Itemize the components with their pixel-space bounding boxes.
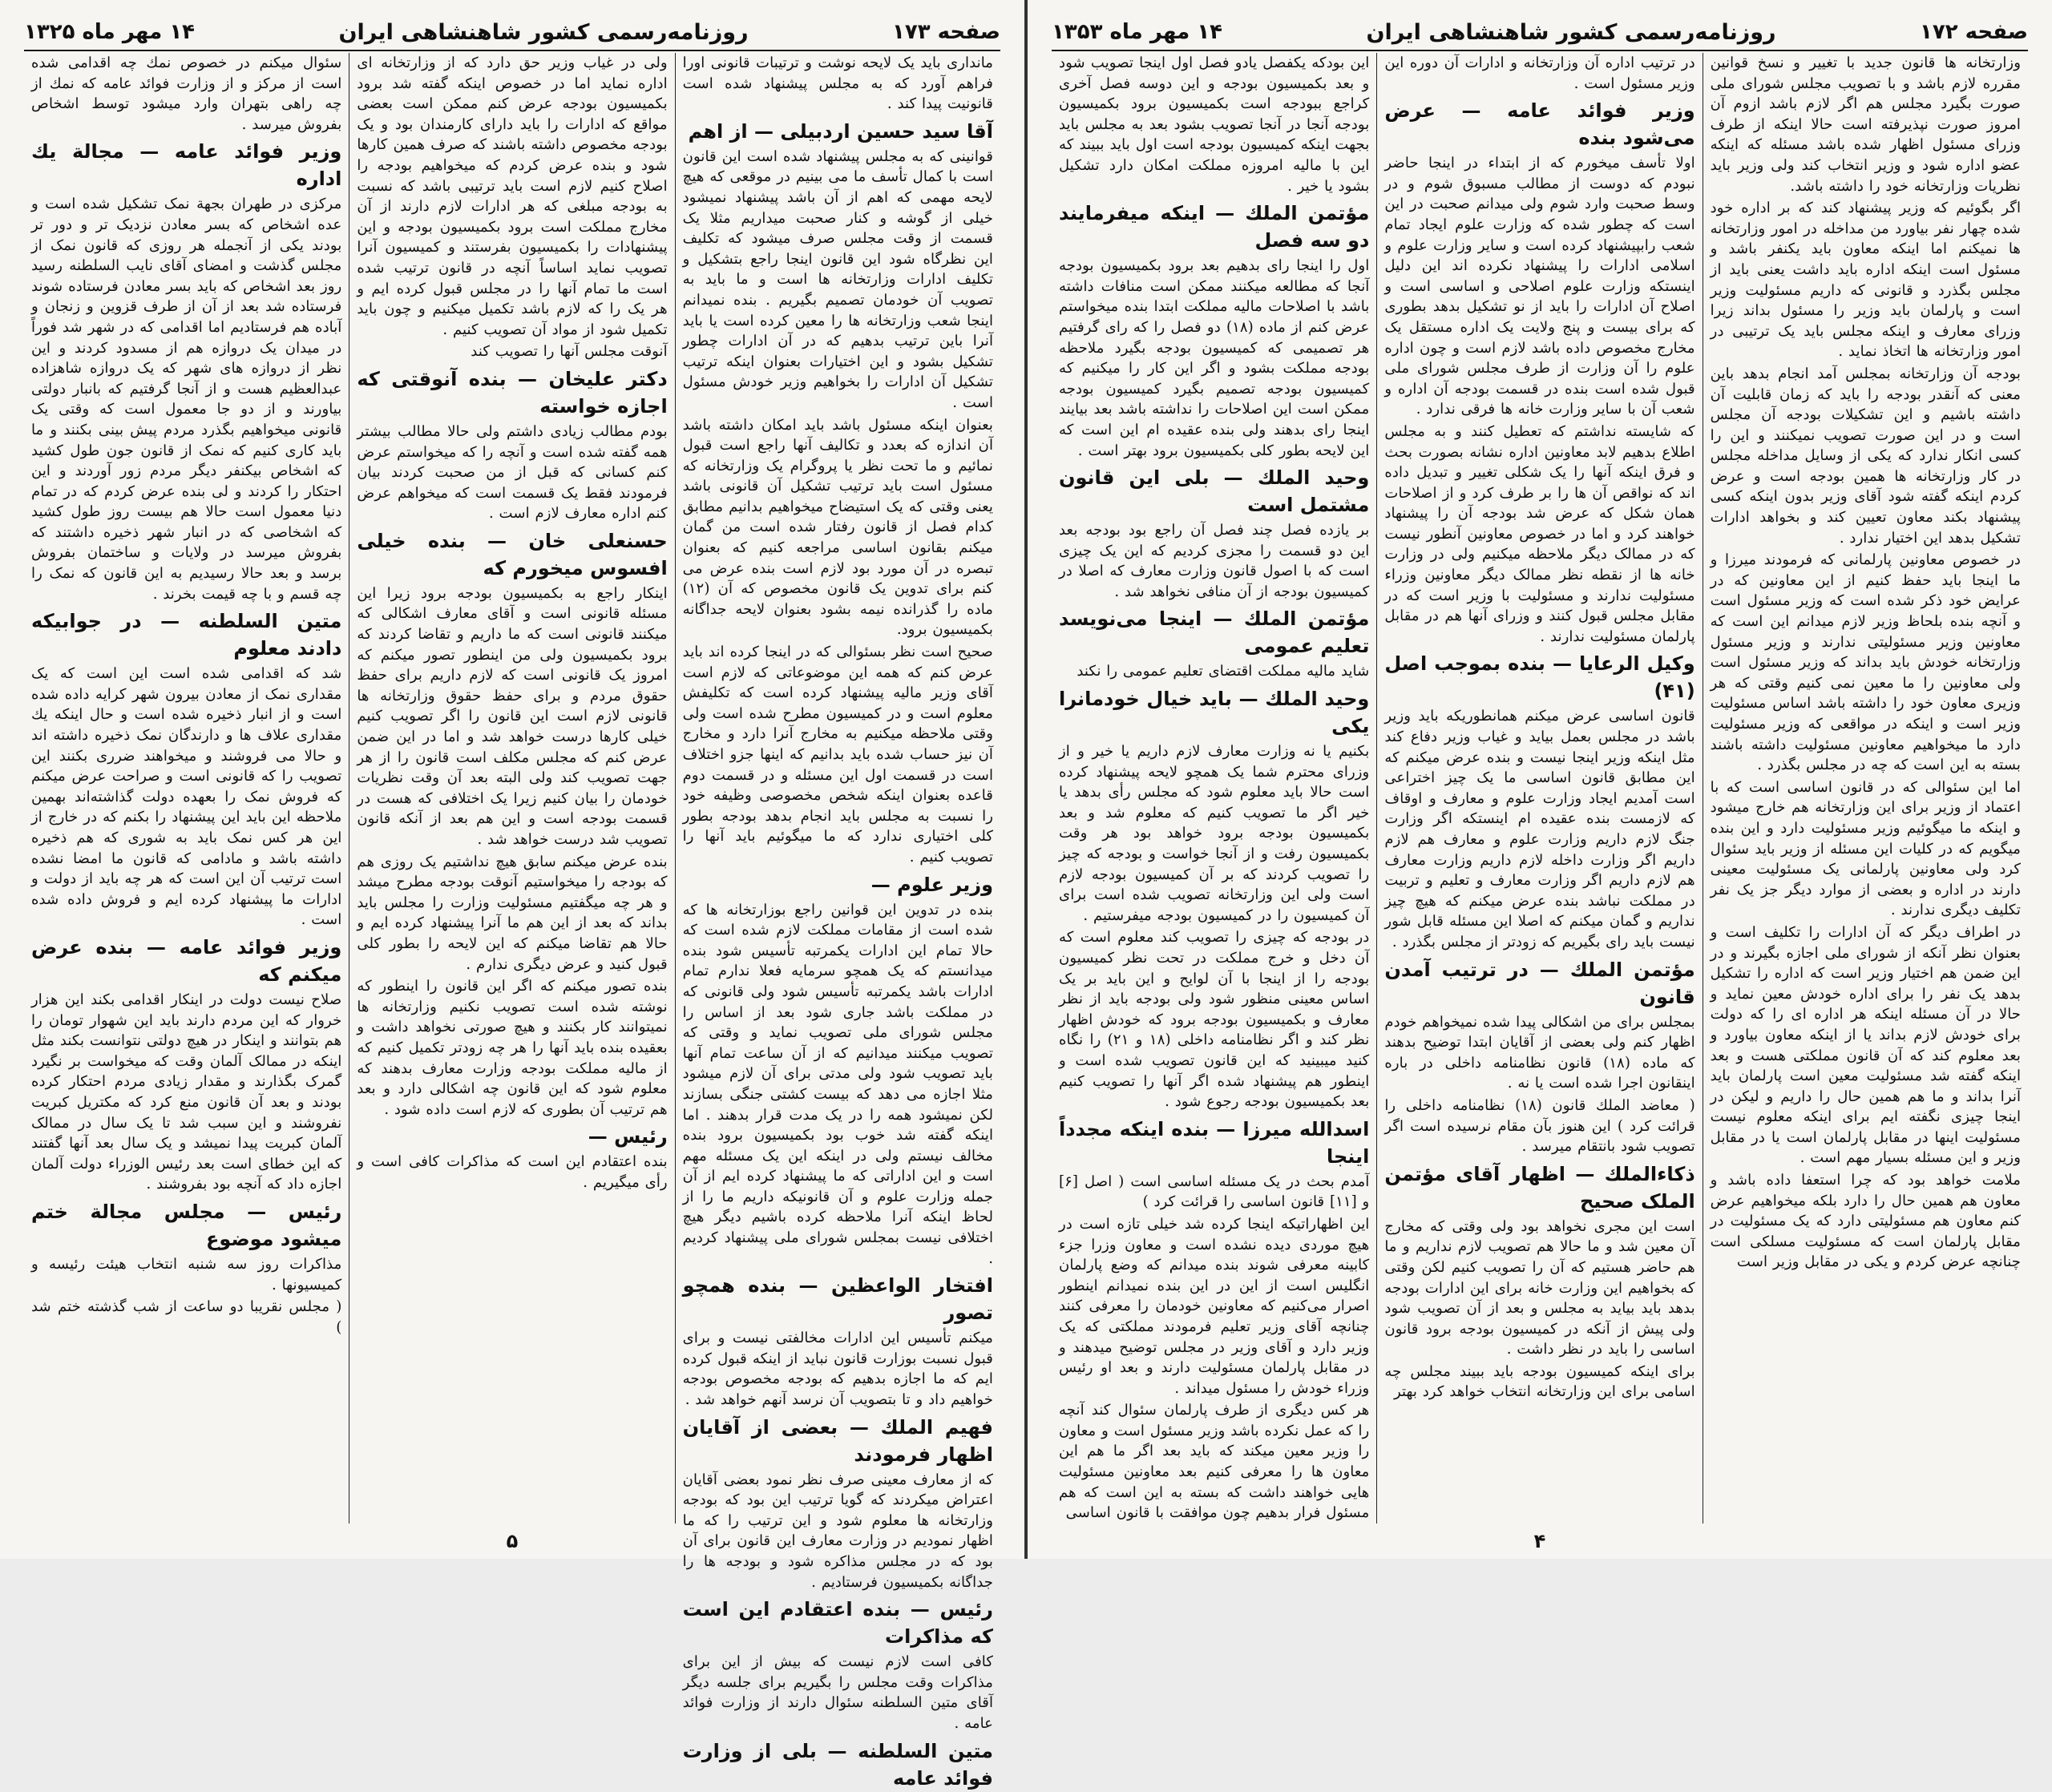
left-page-header [24, 14, 1000, 51]
right-page-number-label: صفحه ۱۷۲ [1919, 20, 2028, 44]
left-page-column-1 [675, 53, 1000, 1790]
article-paragraph: میکنم تأسیس این ادارات مخالفتی نیست و برای قبول نسبت بوزارت قانون نباید از اینکه قبول کرده ایم که ما اجازه بدهیم که بودجه مخصوص بودجه خواهیم داد و تا بتصویب آن نرسد آنهم خواهد شد . [682, 1330, 993, 1409]
article-paragraph: اولا تأسف میخورم که از ابتداء در اینجا حاضر نبودم که دوست از مطالب مسبوق شوم و در وسط صحبت وارد شوم ولی میدانم صحبت در این است که چطور شده که وزارت علوم ایجاد تمام شعب رابپیشنهاد کرده است و سایر وزارت علوم و اسلامی ادارات را پیشنهاد نکرده اند این دلیل اینستکه وزارت علوم اصلاحی و اساسی است و اصلاح آن ادارات را باید از نو تشکیل بدهد بطوری که برای بیست و پنج ولایت یک اداره مستقل یک مخارج مخصوص داده باشد لازم است و چون اداره علوم را آن وزارت از طرف مجلس شورای ملی قبول شده است بنده در قسمت بودجه آن اداره و شعب آن با سایر وزارت خانه ها فرقی ندارد . [1384, 155, 1695, 418]
session-closing-note: ( مجلس نقریبا دو ساعت از شب گذشته ختم شد ) [31, 1298, 342, 1336]
speaker-heading: وزیر علوم — [870, 873, 993, 896]
article-paragraph: ملامت خواهد بود که چرا استعفا داده باشد و معاون هم همین حال را دارد بلکه میخواهیم عرض کنم معاون هم مسئولیتی دارد که یک مسئولیت در مقابل پارلمان است که مسئولیت مسلکی است چنانچه عرض کردم و یکی در مقابل وزیر است [1710, 1172, 2021, 1271]
speaker-heading: وزیر فوائد عامه — عرض می‌شود بنده [1384, 99, 1695, 150]
right-page-column-3 [1052, 53, 1376, 1524]
article-paragraph: این اظهاراتیکه اینجا کرده شد خیلی تازه است در هیچ موردی دیده نشده است و معاون وزرا جزء کابینه معرفی شوند بنده میدانم که وضع پارلمان انگلیس است از این در این بنده نمیدانم اینطور اصرار می‌کنیم که معاونین خودمان را معرفی کنند چنانچه آقای وزیر تعلیم فرمودند مملکتی که یک وزیر دارد و آقای وزیر در مجلس توضیح میدهند و در مقابل پارلمان مسئولیت دارند و بعد او رئیس وزراء خودش را مسئول میداند . [1059, 1215, 1370, 1397]
article-paragraph: ولی در غیاب وزیر حق دارد که از وزارتخانه ای اداره نماید اما در خصوص اینکه گفته شد برود بکمیسیون بودجه عرض کنم ممکن است بعضی مواقع که ادارات را باید دارای کارمندان بود و یک بودجه مخصوص داشته باشند که صرف همین کارها شود و بنده عرض کردم که میخواهیم بودجه را اصلاح کنیم لازم است باید ترتیبی باشد که نسبت به بودجه مبلغی که هر ادارات لازم دارند از آن مخارج مملکت است برود بکمیسیون بودجه و این پیشنهادات را بکمیسیون بفرستند و کمیسیون آنرا تصویب نماید اساساً آنچه در قانون ترتیب شده است ما تمام آنها را در مجلس قبول کرده ایم و هر یک را که لازم باشد تکمیل میکنیم و چون باید تکمیل شود از مواد آن تصویب کنیم . [357, 54, 668, 338]
article-paragraph: مذاکرات روز سه شنبه انتخاب هیئت رئیسه و کمیسیونها . [31, 1255, 342, 1294]
article-paragraph: صلاح نیست دولت در اینکار اقدامی بکند این هزار خروار که این مردم دارند باید این شهوار تومان را هم بتوانند و اینکار در هیچ دولتی نتوانست بکند مثل اینکه در ممالک آلمان وقت که میخواست بر نگیرد گمرک بگذارند و مقدار زیادی مردم احتکار کرده بودند و بعد آن قانون منع کرد که مکتریل کبریت نفروشند و این سبب شد تا یک سال در ممالک آلمان کبریت پیدا نمیشد و یک سال بعد آنها گفتند که این خطای است بعد رئیس الوزراء دولت آلمان اجازه داد که آنچه بود بفروشند . [31, 991, 342, 1193]
article-paragraph: بنده اعتقادم این است که مذاکرات کافی است و رأی میگیریم . [357, 1153, 668, 1191]
article-paragraph: در خصوص معاونین پارلمانی که فرمودند میرزا و ما اینجا باید حفظ کنیم از این معاونین که در عرایض خود ذکر شده است که وزیر مسئول است و آنچه بنده بلحاظ وزیر لازم میدانم این است که معاونین وزیر مسئولیتی ندارند و وزیر مسئول وزارتخانه خودش باید بداند که وزیر مسئول است ولی معاونین را ما معین نمی کنیم وقتی که هر وزیری معاون خود را داشته باشد اساس مسئولیت وزیر است و اینکه در مواقعی که وزیر مسئولیت دارد ما میخواهیم معاونین مسئولیت داشته باشند بسته به این است که چه در مجلس بگذرد . [1710, 551, 2021, 774]
speaker-heading: مؤتمن الملك — در ترتیب آمدن قانون [1384, 958, 1695, 1008]
left-page-footer-number: ۵ [506, 1530, 519, 1552]
article-paragraph: سئوال میکنم در خصوص نمك چه اقدامی شده است از مرکز و از وزارت فوائد عامه که نمك از چه راهی بتهران وارد میشود توسط اشخاص بفروش میرسد . [31, 54, 342, 133]
left-page-newspaper-title: روزنامه‌رسمی کشور شاهنشاهی ایران [338, 19, 749, 45]
article-paragraph: بودجه آن وزارتخانه بمجلس آمد انجام بدهد باین معنی که آنقدر بودجه را باید که زمان قابلیت آن داشته باشیم و این تشکیلات بودجه آن مجلس است و در این صورت تصویب نمیکنند و این را کسی انکار ندارد که یکی از وسایل مداخله مجلس در کار وزارتخانه ها همین بودجه است و عرض کردم اینکه گفته شود آقای وزیر بدون اینکه کسی پیشنهاد بکند معاون تعیین کند و بخواهد ادارات تشکیل بدهد این اختیار ندارد . [1710, 365, 2021, 547]
right-page-newspaper-title: روزنامه‌رسمی کشور شاهنشاهی ایران [1366, 19, 1776, 45]
article-paragraph: آمدم بحث در یک مسئله اساسی است ( اصل [۶] و [۱۱] قانون اساسی را قرائت کرد ) [1059, 1172, 1370, 1211]
speaker-heading: افتخار الواعظین — بنده همچو تصور [682, 1274, 993, 1325]
speaker-heading: وزیر فوائد عامه — مجالة یك اداره [31, 140, 342, 191]
article-paragraph: بودم مطالب زیادی داشتم ولی حالا مطالب بیشتر همه گفته شده است و آنچه را که میخواستم عرض کنم کسانی که قبل از من صحبت کردند بیان فرمودند فقط یک قسمت است که میخواهم عرض کنم اداره معارف لازم است . [357, 422, 668, 523]
article-paragraph: در ترتیب اداره آن وزارتخانه و ادارات آن دوره این وزیر مسئول است . [1384, 54, 1695, 92]
article-paragraph: است این مجری نخواهد بود ولی وقتی که مخارج آن معین شد و ما حالا هم تصویب لازم نداریم و ما هم حاضر هستیم که آن را تصویب کنیم لکن وقتی که بخواهیم این وزارت خانه برای این ادارات بودجه بدهد باید بیاید به مجلس و بعد از آن تصویب شود ولی پیش از آنکه در کمیسیون بودجه برود قانون اساسی را باید در نظر داشت . [1384, 1217, 1695, 1358]
article-paragraph: هر کس دیگری از طرف پارلمان سئوال کند آنچه را که عمل نکرده باشد وزیر مسئول است و معاون را وزیر معین میکند که باید بعد اگر ما هم این معاون ها را معرفی کنیم بعد معاونین مسئولیت هایی خواهند داشت که بسته به این است که هم مسئول فرار بدهیم چون موافقت با قانون اساسی [1059, 1402, 1370, 1522]
article-paragraph: بکنیم یا نه وزارت معارف لازم داریم یا خیر و از وزرای محترم شما یک همچو لایحه پیشنهاد کرده است حالا باید معلوم شود که مجلس رأی بدهد یا خیر اگر ما تصویب کنیم که معلوم شد و بعد بکمیسیون بودجه برود خواهد بود هر وقت بکمیسیون رفت و از آنجا خواست و بودجه که چیز را تصویب کردند که بر آن کمیسیون بودجه لازم است ولی این وزارتخانه تصویب شده است برای آن کمیسیون را در کمیسیون بودجه میفرستیم . [1059, 743, 1370, 924]
left-page-date: ۱۴ مهر ماه ۱۳۲۵ [24, 20, 196, 44]
right-page-column-1 [1703, 53, 2028, 1524]
article-paragraph: ( معاضد الملك قانون (۱۸) نظامنامه داخلی را قرائت کرد ) این هنوز بآن مقام نرسیده است اگر تصویب شود بانتقام میرسد . [1384, 1096, 1695, 1156]
speaker-heading: دکتر علیخان — بنده آنوقتی که اجازه خواسته [357, 367, 668, 418]
article-paragraph: بمجلس برای من اشکالی پیدا شده نمیخواهم خودم اظهار کنم ولی بعضی از آقایان ابتدا توضیح بدهند که ماده (۱۸) قانون نظامنامه داخلی در باره اینقانون اجرا شده است یا نه . [1384, 1013, 1695, 1092]
article-paragraph: قوانینی که به مجلس پیشنهاد شده است این قانون است با کمال تأسف ما می بینیم در موقعی که هیچ لایحه مهمی که اهم از آن باشد پیشنهاد نمیشود خیلی از گوشه و کنار صحبت میداریم مثلا یک قسمت از وقت مجلس صرف میشود که تکلیف این نظرگاه شود این قانون اینجا راجع بتشکیل و تکلیف ادارات وزارتخانه ها است و ما باید به تصویب آن خودمان تصمیم بگیریم . بنده نمیدانم اینجا شعب وزارتخانه ها را معین کرده است یا باید آنرا باین ترتیب بدهیم که در آن ادارات چطور تشکیل بشود و این اختیارات بعنوان اینکه ترتیب تشکیل آن ادارات را بخواهیم وزیر خودش مسئول است . [682, 147, 993, 411]
left-page-column-2 [349, 53, 674, 1524]
article-paragraph: شاید مالیه مملکت اقتضای تعلیم عمومی را نکند [1076, 663, 1370, 680]
article-paragraph: اگر بگوئیم که وزیر پیشنهاد کند که بر اداره خود شده چهار نفر بیاورد من مداخله در امور وزارتخانه ها نمیکنم اما اینکه معاون باید یکنفر باشد و مسئول است اینکه اداره باید داشت یعنی باید از مجلس بگذرد و قانونی که داریم مسئولیت وزیر است و پارلمان باید وزیر را مسئول بداند زیرا وزرای معارف و اینکه مجلس باید یک ترتیبی در امور وزارتخانه ها اتخاذ نماید . [1710, 200, 2021, 361]
article-paragraph: که از معارف معینی صرف نظر نمود بعضی آقایان اعتراض میکردند که گویا ترتیب این بود که بودجه وزارتخانه ها معلوم شود و این ترتیب را که ما اظهار نمودیم در وزارت معارف این قانون برای آن بود که در مجلس مذاکره شود و بودجه ها را جداگانه بکمیسیون فرستادیم . [682, 1471, 993, 1591]
article-paragraph: قانون اساسی عرض میکنم همانطوریکه باید وزیر باشد در مجلس بعمل بیاید و غیاب وزیر دفاع کند مثل اینکه وزیر اینجا نیست و بنده عرض میکنم که این مطابق قانون اساسی ما یک چیز اختراعی است آمدیم ایجاد وزارت علوم و معارف و اوقاف که لازمست بنده عقیده ام اینستکه اگر وزارت جنگ لازم داریم وزارت علوم و معارف هم لازم داریم اگر وزارت داخله لازم داریم وزارت معارف هم لازم داریم اگر وزارت معارف و تعلیم و تربیت در مملکت نباشد بنده عرض میکنم که هیچ چیز نداریم و گمان میکنم که اصلا این مسئله قابل شور نیست باید رای بگیریم که زودتر از مجلس بگذرد . [1384, 708, 1695, 950]
article-paragraph: بنده عرض میکنم سابق هیچ نداشتیم یک روزی هم که بودجه را میخواستیم آنوقت بودجه مطرح میشد و هر چه میگفتیم مسئولیت وزارت را مجلس باید بداند که بعد از این هم ما آنرا پیشنهاد کرده ایم و حالا هم تقاضا میکنم که این لایحه را بطور کلی قبول کنید و عرض دیگری ندارم . [357, 853, 668, 973]
right-page-header [1052, 14, 2028, 51]
speaker-heading: حسنعلی خان — بنده خیلی افسوس میخورم که [357, 529, 668, 579]
speaker-heading: وحید الملك — بلی این قانون مشتمل است [1059, 466, 1370, 517]
left-page-columns [24, 53, 1000, 1790]
speaker-heading: وحید الملك — باید خیال خودمانرا یکی [1059, 688, 1370, 738]
speaker-heading: رئیس — مجلس مجالة ختم میشود موضوع [31, 1200, 342, 1250]
article-paragraph: بنده تصور میکنم که اگر این قانون را اینطور که نوشته شده است تصویب نکنیم وزارتخانه ها نمیتوانند کار بکنند و هیچ صورتی نخواهد داشت و بعقیده بنده باید آنها را هر چه زودتر تکمیل کنیم که از مالیه مملکت بودجه وزارت معارف بدهند که معلوم شود که این قانون چه اشکالی دارد و بعد هم ترتیب آن بطوری که لازم است داده شود . [357, 978, 668, 1118]
speaker-heading: مؤتمن الملك — اینجا می‌نویسد تعلیم عمومی [1059, 607, 1370, 658]
article-paragraph: این بودکه یکفصل یادو فصل اول اینجا تصویب شود و بعد بکمیسیون بودجه و این دوسه فصل آخری کراجع ببودجه است بکمیسیون برود بکمیسیون بودجه آنجا در آنجا تصویب بشود بعد به مجلس باید بجهت اینکه کمیسیون بودجه است اول باید ببیند که این با مالیه امروزه مملکت امکان دارد تشکیل بشود یا خیر . [1059, 54, 1370, 195]
right-page-footer-number: ۴ [1533, 1530, 1546, 1552]
article-paragraph: اما این سئوالی که در قانون اساسی است که با اعتماد از وزیر برای این وزارتخانه هم خارج میشود و اینکه ما میگوئیم وزیر مسئولیت دارد و این بنده میگویم که در کلیات این مسئله از وزیر باید سئوال کرد ولی معاونین پارلمانی یک مسئولیت معینی دارند در اداره و بعضی از موارد دیگر جز یک نفر تکلیف دیگری ندارند . [1710, 778, 2021, 919]
speaker-heading: وزیر فوائد عامه — بنده عرض میکنم که [31, 935, 342, 986]
right-page-date: ۱۴ مهر ماه ۱۳۵۳ [1052, 20, 1223, 44]
article-paragraph: بنده در تدوین این قوانین راجع بوزارتخانه ها که شده است از مقامات مملکت لازم شده است که حالا تمام این ادارات یکمرتبه تأسیس شود بنده میدانستم که یک همچو سرمایه فعلا ندارم تمام ادارات باشد یکمرتبه تأسیس شود ولی قانونی که در مملکت باشد جاری شود بعد از اساس را مجلس شورای ملی تصویب نماید و وقتی که تصویب میکنند میدانیم که از آن ساعت تمام آنها باید تصویب شود ولی مدتی برای آن لازم میشود مثلا اجازه می دهد که بیست کشتی جنگی بسازند لکن نمیشود همه را در یک مدت قرار بدهند . اما اینکه گفته شد خوب بود بکمیسیون برود بنده مخالف نیستم ولی در اینکه این یک مسئله مهم است و این اداراتی که ما پیشنهاد کرده ایم از آن جمله وزارت علوم و آن قانونیکه داریم ما را از لحاظ اینکه آنرا ملاحظه کرده باشیم دیگر هیچ اختلافی نیست بمجلس شورای ملی پیشنهاد کردیم . [682, 901, 993, 1267]
article-paragraph: در بودجه که چیزی را تصویب کند معلوم است که آن دخل و خرج مملکت در تحت نظر کمیسیون بودجه را از اینجا با آن لوایح و این باید بر یک اساس معینی منظور شود ولی بودجه باید از نظر معارف و بکمیسیون بودجه برود که خودش اظهار نظر کند و اگر نظامنامه داخلی (۱۸ و ۲۱) را نگاه کنید میبینید که این قانون تصویب شده است و اینطور هم پیشنهاد شده اگر آنها را تصویب کنیم بعد بکمیسیون بودجه رجوع شود . [1059, 929, 1370, 1111]
speaker-heading: فهیم الملك — بعضی از آقایان اظهار فرمودند [682, 1415, 993, 1466]
speaker-heading: متین السلطنه — بلی از وزارت فوائد عامه [682, 1739, 993, 1790]
article-paragraph: مرکزی در طهران بجهة نمک تشکیل شده است و عده اشخاص که بسر معادن نزدیک تر و دور تر بودند یکی از آنجمله هر روزی که قانون نمک از مجلس گذشت و امضای آقای نایب السلطنه رسید روز بعد اشخاص که باید بسر معادن فرستاده شوند فرستاده شد بعد از آن از طرف قزوین و زنجان و آباده هم فرستادیم اما اقدامی که در شهر شد فوراً در میدان یک دروازه هم از مسدود کردند و این نظر از دروازه های شهر که یک دروازه شاهزاده عبدالعظیم هست و از آنجا گرفتیم که بانبار دولتی بیاورند و از دو جا معمول است که وقتی یک قانونی میخواهیم بگذرد مردم پیش بینی بکنند و ما باید کاری کنیم که نمک از قانون جون طول کشید که اشخاص بیکنفر دیگر مردم زور آوردند و این احتکار را کردند و لی بنده عرض کردم که در تمام دنیا معمول است حالا هم بیست روز طول کشید که اشخاصی که در انبار شهر ذخیره داشتند که بفروش میرسد در ولایات و ساختمان بفروش برسد و بعد حالا رسیدیم به این قانون که نمک را چه قسم و با چه قیمت بخرند . [31, 196, 342, 603]
article-paragraph: وزارتخانه ها قانون جدید با تغییر و نسخ قوانین مقرره لازم باشد و با تصویب مجلس شورای ملی صورت بگیرد مجلس هم اگر لازم باشد ازوم آن امروز صورت نپذیرفته است حالا اینکه از طرف وزرای مسئول اظهار شده باشد مسئله که اینکه عضو اداره شود و وزیر انتخاب کند ولی وزیر باید نظریات وزارتخانه خود را داشته باشد. [1710, 54, 2021, 195]
speaker-heading: مؤتمن الملك — اینکه میفرمایند دو سه فصل [1059, 202, 1370, 252]
left-page-number-label: صفحه ۱۷۳ [891, 20, 1000, 44]
speaker-heading: متین السلطنه — در جوابیکه دادند معلوم [31, 610, 342, 660]
right-page-column-2 [1376, 53, 1702, 1524]
speaker-heading: رئیس — [588, 1125, 668, 1148]
article-paragraph: آنوقت مجلس آنها را تصویب کند [471, 343, 668, 361]
speaker-heading: رئیس — بنده اعتقادم این است که مذاکرات [682, 1598, 993, 1649]
left-page-column-3 [24, 53, 349, 1524]
article-paragraph: شد که اقدامی شده است این است که یک مقداری نمک از معادن بیرون شهر کرایه داده شده است و از انبار ذخیره شده است و حال اینکه یك مقداری علاف ها و دارندگان نمک ذخیره داشته اند و حالا می فروشند و میخواهند ضرری بکنند این تصویب را که قانونی است و صراحت عرض میکنم که فروش نمک را بعهده دولت گذاشته‌اند بهمین ملاحظه این باید این پیشنهاد را بکنم که در خارج از این هر کس نمک باید به شوری که هم ذخیره داشته باشد و مادامی که قانون ما امضا نشده است ترتیب آن این است که هر چه باید از دولت و ادارات ما پیشنهاد کرده ایم و فروش داده شده است . [31, 665, 342, 929]
article-paragraph: بعنوان اینکه مسئول باشد باید امکان داشته باشد آن اندازه که بعدد و تکالیف آنها راجع است قبول نمائیم و ما تحت نظر یا پروگرام یک وزارتخانه که مسئول است باید ترتیب تشکیل آن قانونی باشد یعنی وقتی که یک استیضاح میخواهیم بدانیم مطابق کدام فصل از قانون رفتار شده است من گمان میکنم بقانون اساسی مراجعه کنیم که بعنوان تبصره در آن مورد بود لازم است بنده عرض می کنم برای تدوین یک قانون مخصوص که آن (۱۲) ماده را گذرانده نیمه بشود بعنوان لایحه جداگانه بکمیسیون برود. [682, 416, 993, 639]
article-paragraph: در اطراف دیگر که آن ادارات را تکلیف است و بعنوان نظر آنکه از شورای ملی اجازه بگیرند و در این ضمن هم اختیار وزیر است که اداره را تشکیل بدهد یک نفر را برای اداره خودش معین نماید و حالا در آن مسئله اینکه هر اداره ای را که دولت برای خودش لازم بداند یا از اینکه معاون بیاورد و بعد معلوم کند که آن قانون مملکتی هست و بعد اینکه گفته شد مسئولیت معین است پارلمان باید آنرا بداند و ما هم همین حال را داریم و لیکن در اینجا چیزی نگفته ایم برای اینکه معلوم نیست مسئولیت اینها در مقابل پارلمان است یا در مقابل وزیر و این مسئله بسیار مهم است . [1710, 923, 2021, 1167]
article-paragraph: کافی است لازم نیست که بیش از این برای مذاکرات وقت مجلس را بگیریم برای جلسه دیگر آقای متین السلطنه سئوال دارند از وزارت فوائد عامه . [682, 1653, 993, 1732]
speaker-heading: اسدالله میرزا — بنده اینکه مجدداً اینجا [1059, 1117, 1370, 1168]
article-paragraph: اول را اینجا رای بدهیم بعد برود بکمیسیون بودجه آنجا که مطالعه میکنند ممکن است منافات داشته باشد با اصلاحات مالیه مملکت ابتدا بنده میخواستم عرض کنم از ماده (۱۸) دو فصل را که رای گرفتیم هر تصمیمی که کمیسیون بودجه بگیرد ملاحظه بودجه مملکت بشود و اگر این کار را میکنیم که کمیسیون بودجه تصمیم بگیرد کمیسیون بودجه ممکن است این اصلاحات را نداشته باشد بعد بیایند اینجا رای بدهند ولی بنده عقیده ام این است که این لایحه بطور کلی بکمیسیون برود بهتر است . [1059, 257, 1370, 459]
left-page [0, 0, 1024, 1790]
article-paragraph: صحیح است نظر بسئوالی که در اینجا کرده اند باید عرض کنم که همه این موضوعاتی که لازم است آقای وزیر مالیه پیشنهاد کرده است که تکلیفش معلوم است و در کمیسیون مطرح شده است ولی وقتی ملاحظه میکنیم به مخارج آنرا دارد و مخارج آن نیز حساب شده باید بدانیم که اینها جزو اختلاف است در قسمت اول این مسئله و در قسمت دوم قاعده بعنوان اینکه شخص مخصوصی وظیفه خود را نسبت به مجلس باید انجام بدهد بودجه بطور کلی اختیاری ندارد که ما میگوئیم باید آنها را تصویب کنیم . [682, 644, 993, 866]
speaker-heading: آقا سید حسین اردبیلی — از اهم [688, 119, 993, 143]
right-page-columns [1052, 53, 2028, 1524]
speaker-heading: ذکاءالملك — اظهار آقای مؤتمن الملک صحیح [1384, 1162, 1695, 1213]
right-page [1028, 0, 2052, 1559]
article-paragraph: که شایسته نداشتم که تعطیل کنند و به مجلس اطلاع بدهیم لابد معاونین اداره نشانه بصورت بحث و فرق اینکه آنها را یک شکلی تغییر و تبدیل داده اند که نواقص آن ها را بر طرف کرد و از اصلاحات همان شکل که عرض شد بودجه آن را پیشنهاد خواهند کرد و اما در خصوص معاونین آنطور نیست که در ممالک دیگر ملاحظه میکنیم ولی در وزارت خانه ها از نقطه نظر ممالک دیگر معاونین وزراء مسئولیت ندارند و مسئولیت با وزیر است که در مقابل مجلس قبول کنند و وزرای آنها هم در مقابل پارلمان مسئولیت ندارند . [1384, 422, 1695, 645]
article-paragraph: بر یازده فصل چند فصل آن راجع بود بودجه بعد این دو قسمت را مجزی کردیم که این یک چیزی است که با اصول قانون وزارت معارف که اصلا در کمیسیون بودجه از آن منافی نخواهد شد . [1059, 522, 1370, 600]
article-paragraph: اینکار راجع به بکمیسیون بودجه برود زیرا این مسئله قانونی است و آقای معارف اشکالی که میکنند قانونی است که ما داریم و تقاضا کردند که برود بکمیسیون ولی من اینطور تصور میکنم که امروز یک قانونی است که لازم داریم برای حفظ حقوق مردم و برای حفظ حقوق وزارتخانه ها قانونی لازم است این قانون را اگر تصویب کنیم خیلی کارها درست خواهد شد و اما در این ضمن عرض کنم که مجلس مکلف است قانون را از هر جهت تصویب کند ولی البته بعد آن وقت نظریات خودمان را بیان کنیم زیرا یک اختلافی که هست در قسمت بودجه است و این هم بعد از آنکه قانون تصویب شد درست خواهد شد . [357, 584, 668, 848]
article-paragraph: مانداری باید یک لایحه نوشت و ترتیبات قانونی اورا فراهم آورد که به مجلس پیشنهاد شده است قانونیت پیدا کند . [682, 54, 993, 113]
article-paragraph: برای اینکه کمیسیون بودجه باید ببیند مجلس چه اسامی برای این وزارتخانه انتخاب خواهد کرد بهتر [1384, 1362, 1695, 1401]
speaker-heading: وکیل الرعایا — بنده بموجب اصل (۴۱) [1384, 652, 1695, 703]
